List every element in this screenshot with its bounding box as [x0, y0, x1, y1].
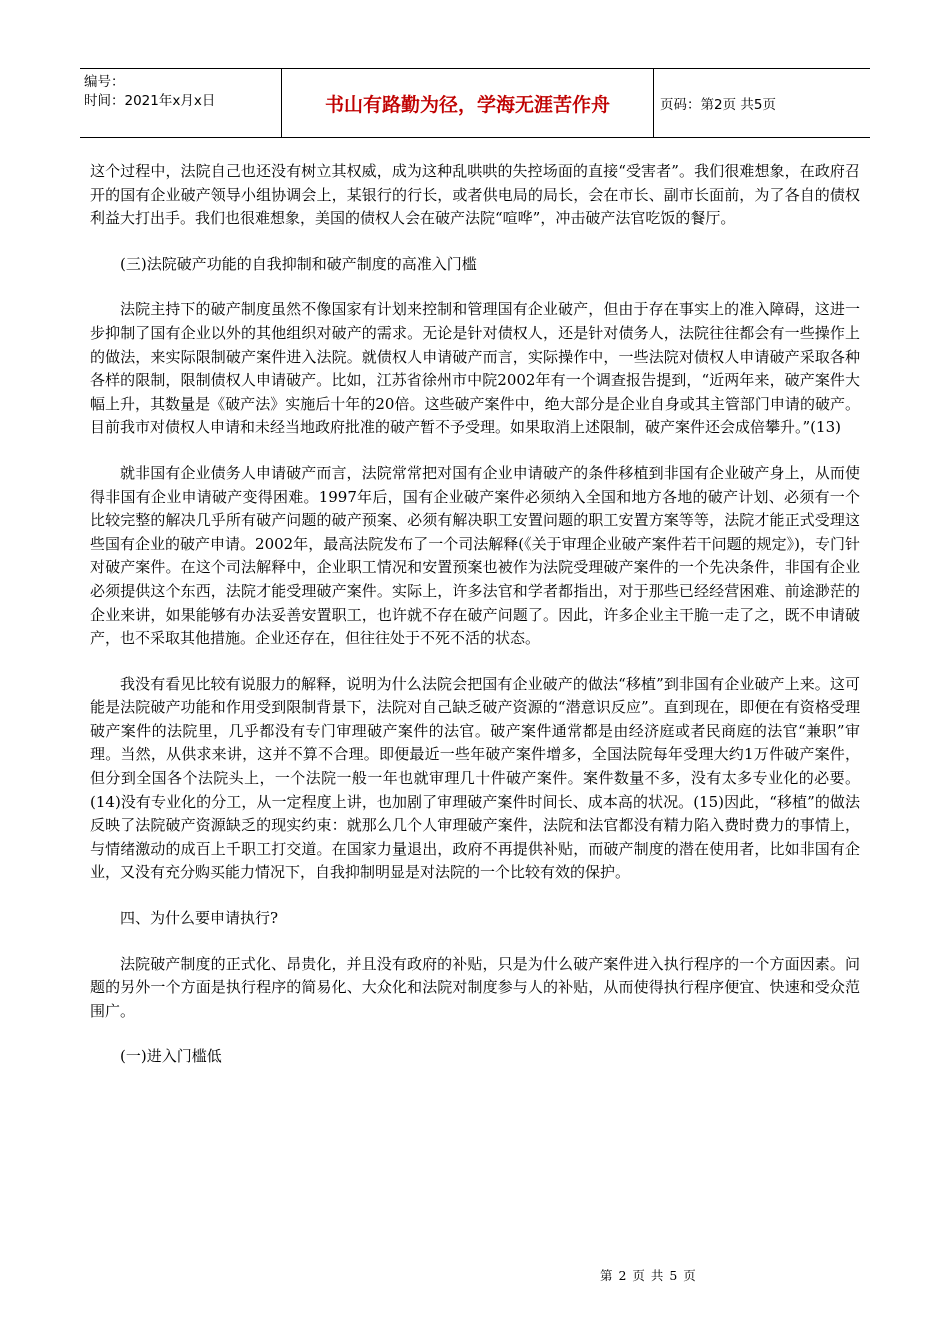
document-number-label: 编号： [84, 74, 125, 90]
paragraph: 就非国有企业债务人申请破产而言，法院常常把对国有企业申请破产的条件移植到非国有企业破产身上，从而使得非国有企业申请破产变得困难。1997年后，国有企业破产案件必须纳入全国和地方各地的破产计划、必须有一个比较完整的解决几乎所有破产问题的破产预案、必须有解决职工安置问题的职工安置方案等等，法院才能正式受理这些国有企业的破产申请。2002年，最高法院发布了一个司法解释(《关于审理企业破产案件若干问题的规定》)，专门针对破产案件。在这个司法解释中，企业职工情况和安置预案也被作为法院受理破产案件的一个先决条件，非国有企业必须提供这个东西，法院才能受理破产案件。实际上，许多法官和学者都指出，对于那些已经经营困难、前途渺茫的企业来讲，如果能够有办法妥善安置职工，也许就不存在破产问题了。因此，许多企业主干脆一走了之，既不申请破产，也不采取其他措施。企业还存在，但往往处于不死不活的状态。 [90, 463, 860, 648]
document-body [90, 160, 860, 1069]
paragraph: 法院主持下的破产制度虽然不像国家有计划来控制和管理国有企业破产，但由于存在事实上的准入障碍，这进一步抑制了国有企业以外的其他组织对破产的需求。无论是针对债权人，还是针对债务人，法院往往都会有一些操作上的做法，来实际限制破产案件进入法院。就债权人申请破产而言，实际操作中，一些法院对债权人申请破产采取各种各样的限制，限制债权人申请破产。比如，江苏省徐州市中院2002年有一个调查报告提到，“近两年来，破产案件大幅上升，其数量是《破产法》实施后十年的20倍。这些破产案件中，绝大部分是企业自身或其主管部门申请的破产。目前我市对债权人申请和未经当地政府批准的破产暂不予受理。如果取消上述限制，破产案件还会成倍攀升。”(13) [90, 300, 860, 437]
section-heading: (三)法院破产功能的自我抑制和破产制度的高准入门槛 [120, 254, 477, 273]
document-date: 时间：2021年x月x日 [84, 93, 216, 109]
header-page-info: 页码：第2页 共5页 [660, 97, 776, 113]
section-heading: (一)进入门槛低 [120, 1047, 222, 1066]
paragraph: 这个过程中，法院自己也还没有树立其权威，成为这种乱哄哄的失控场面的直接“受害者”。我们很难想象，在政府召开的国有企业破产领导小组协调会上，某银行的行长，或者供电局的局长，会在市长、副市长面前，为了各自的债权利益大打出手。我们也很难想象，美国的债权人会在破产法院“喧哗”，冲击破产法官吃饭的餐厅。 [90, 162, 860, 228]
section-heading: 四、为什么要申请执行? [120, 909, 279, 928]
page-footer: 第 2 页 共 5 页 [600, 1268, 697, 1283]
page-header [80, 68, 870, 138]
header-motto: 书山有路勤为径，学海无涯苦作舟 [282, 69, 654, 137]
header-meta [80, 69, 282, 137]
paragraph: 我没有看见比较有说服力的解释，说明为什么法院会把国有企业破产的做法“移植”到非国有企业破产上来。这可能是法院破产功能和作用受到限制背景下，法院对自己缺乏破产资源的“潜意识反应”。直到现在，即便在有资格受理破产案件的法院里，几乎都没有专门审理破产案件的法官。破产案件通常都是由经济庭或者民商庭的法官“兼职”审理。当然，从供求来讲，这并不算不合理。即便最近一些年破产案件增多，全国法院每年受理大约1万件破产案件，但分到全国各个法院头上，一个法院一般一年也就审理几十件破产案件。案件数量不多，没有太多专业化的必要。(14)没有专业化的分工，从一定程度上讲，也加剧了审理破产案件时间长、成本高的状况。(15)因此，“移植”的做法反映了法院破产资源缺乏的现实约束：就那么几个人审理破产案件，法院和法官都没有精力陷入费时费力的事情上，与情绪激动的成百上千职工打交道。在国家力量退出，政府不再提供补贴，而破产制度的潜在使用者，比如非国有企业，又没有充分购买能力情况下，自我抑制明显是对法院的一个比较有效的保护。 [90, 674, 860, 882]
paragraph: 法院破产制度的正式化、昂贵化，并且没有政府的补贴，只是为什么破产案件进入执行程序的一个方面因素。问题的另外一个方面是执行程序的简易化、大众化和法院对制度参与人的补贴，从而使得执行程序便宜、快速和受众范围广。 [90, 954, 860, 1020]
